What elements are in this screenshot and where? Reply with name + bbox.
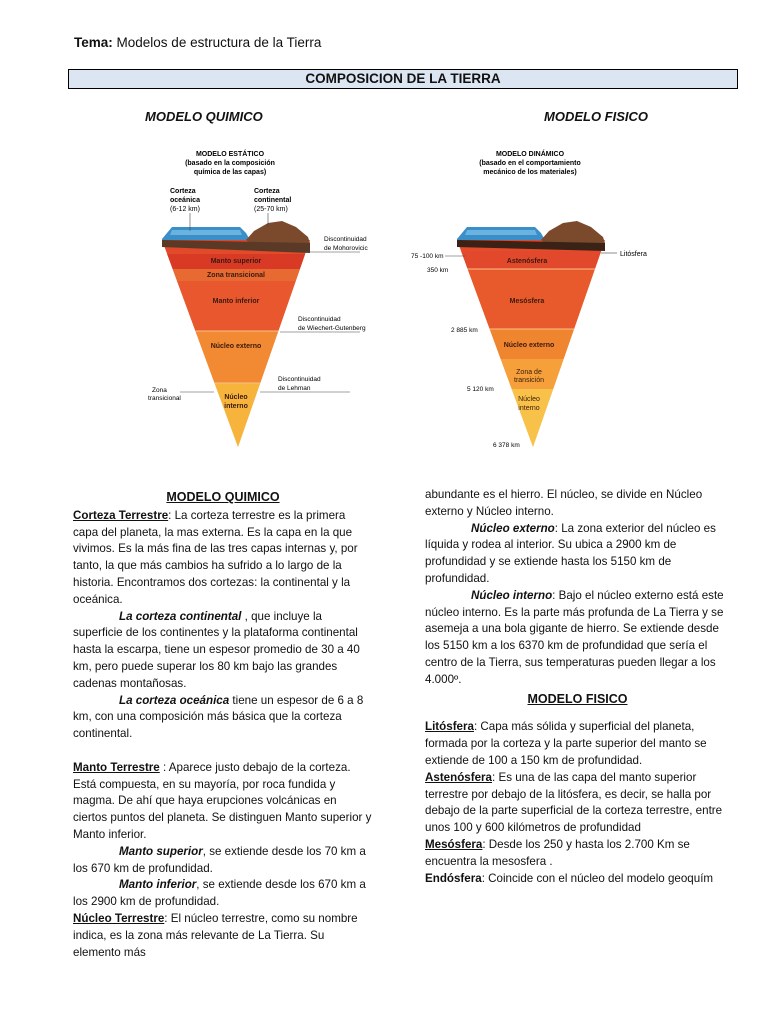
phys-zona2: transición	[514, 377, 544, 384]
paragraph-manto-inferior: Manto inferior, se extiende desde los 670 km a los 2900 km de profundidad.	[73, 878, 366, 909]
term-manto-superior: Manto superior	[119, 844, 203, 858]
phys-d3: 2 885 km	[451, 327, 478, 334]
paragraph-manto: Manto Terrestre : Aparece justo debajo de la corteza. Está compuesta, en su mayoría, por roca fundida y magma. De ahí que haya erupciones volcánicas en ciertos puntos del planeta. Se distinguen Manto superior y Manto inferior.	[73, 760, 372, 841]
chem-nucleo-int1: Núcleo	[224, 394, 248, 401]
term-manto-inferior: Manto inferior	[119, 878, 197, 892]
chem-title1: MODELO ESTÁTICO	[195, 151, 265, 158]
term-astenosfera: Astenósfera	[425, 770, 493, 784]
term-nucleo-externo: Núcleo externo	[471, 521, 555, 535]
term-nucleo: Núcleo Terrestre	[73, 911, 165, 925]
chem-wg2: de Wiechert-Gutenberg	[298, 325, 366, 332]
phys-title3: mecánico de los materiales)	[483, 169, 577, 176]
term-litosfera: Litósfera	[425, 720, 474, 734]
phys-section-heading: MODELO FISICO	[527, 691, 628, 706]
paragraph-nucleo-interno: Núcleo interno: Bajo el núcleo externo está este núcleo interno. Es la parte más profunda de La Tierra y se asemeja a una bola gigante de hierro. Se extiende desde los 5150 km a los 6370 km de profundidad que sería el centro de la Tierra, sus temperaturas pueden llegar a los 4.000º.	[425, 588, 724, 686]
chem-zona-trans: Zona transicional	[207, 272, 265, 279]
chem-model-title: MODELO QUIMICO	[145, 109, 263, 124]
paragraph-astenosfera: Astenósfera: Es una de las capa del manto superior terrestre por debajo de la litósfera, es decir, se halla por debajo de la parte superficial de la corteza terrestre, entre unos 100 y 600 kilómetros de profundidad	[425, 770, 723, 835]
phys-title2: (basado en el comportamiento	[479, 160, 581, 167]
chem-title2: (basado en la composición	[185, 160, 275, 167]
chem-moho1: Discontinuidad	[324, 236, 367, 243]
chem-zona2: transicional	[148, 395, 181, 402]
chem-continental3: (25-70 km)	[254, 206, 288, 213]
phys-nucleo-int1: Núcleo	[518, 396, 540, 403]
chem-wg1: Discontinuidad	[298, 316, 341, 323]
paragraph-oceanica: La corteza oceánica tiene un espesor de 6 a 8 km, con una composición más básica que la corteza continental.	[73, 693, 364, 741]
chem-manto-inf: Manto inferior	[212, 298, 260, 305]
left-column	[73, 489, 373, 961]
paragraph-manto-superior: Manto superior, se extiende desde los 70 km a los 670 km de profundidad.	[73, 844, 366, 875]
term-endosfera: Endósfera	[425, 871, 482, 885]
term-oceanica: La corteza oceánica	[119, 693, 230, 707]
term-nucleo-interno: Núcleo interno	[471, 588, 553, 602]
phys-d5: 6 378 km	[493, 442, 520, 449]
phys-mesosfera: Mesósfera	[509, 298, 545, 305]
phys-litosfera: Litósfera	[620, 251, 647, 258]
phys-d2: 350 km	[427, 267, 449, 274]
phys-model-diagram	[405, 135, 665, 455]
paragraph-mesosfera: Mesósfera: Desde los 250 y hasta los 2.700 Km se encuentra la mesosfera .	[425, 837, 690, 868]
chem-model-diagram	[148, 135, 368, 455]
main-title: COMPOSICION DE LA TIERRA	[68, 69, 738, 89]
paragraph-continental: La corteza continental , que incluye la superficie de los continentes y la plataforma continental hasta la escarpa, tiene un espesor promedio de 30 a 40 km, pero puede superar los 80 km bajo las grandes cadenas montañosas.	[73, 609, 360, 690]
paragraph-nucleo: Núcleo Terrestre: El núcleo terrestre, como su nombre indica, es la zona más relevante de La Tierra. Su elemento más	[73, 911, 358, 959]
phys-astenosfera: Astenósfera	[506, 258, 548, 265]
term-continental: La corteza continental	[119, 609, 242, 623]
phys-nucleo-ext: Núcleo externo	[503, 342, 555, 349]
chem-oceanic2: oceánica	[170, 197, 200, 204]
chem-nucleo-int2: interno	[224, 403, 248, 410]
chem-title3: química de las capas)	[193, 169, 267, 176]
chem-continental1: Corteza	[254, 188, 280, 195]
paragraph-nucleo-cont: abundante es el hierro. El núcleo, se divide en Núcleo externo y Núcleo interno.	[425, 488, 703, 518]
chem-oceanic1: Corteza	[170, 188, 196, 195]
topic-text: Modelos de estructura de la Tierra	[116, 35, 322, 50]
paragraph-corteza: Corteza Terrestre: La corteza terrestre es la primera capa del planeta, la mas externa. Es la capa en la que vivimos. Es la más fina de las tres capas internas y, por tanto, la que más cambios ha sufrido a lo largo de la historia. Encontramos dos cortezas: la continental y la oceánica.	[73, 508, 358, 606]
phys-nucleo-int2: interno	[518, 405, 540, 412]
phys-model-title: MODELO FISICO	[544, 109, 648, 124]
chem-section-heading: MODELO QUIMICO	[166, 490, 280, 504]
term-manto: Manto Terrestre	[73, 760, 160, 774]
phys-d4: 5 120 km	[467, 386, 494, 393]
chem-leh2: de Lehman	[278, 385, 311, 392]
right-column	[425, 487, 730, 887]
chem-nucleo-ext: Núcleo externo	[210, 343, 262, 350]
phys-title1: MODELO DINÁMICO	[495, 151, 565, 158]
chem-moho2: de Mohorovicic	[324, 245, 368, 252]
topic-line	[74, 35, 321, 50]
chem-manto-sup: Manto superior	[210, 258, 262, 265]
paragraph-nucleo-externo: Núcleo externo: La zona exterior del núcleo es líquida y rodea al interior. Su ubica a 2900 km de profundidad y se extiende hasta los 5150 km de profundidad.	[425, 521, 716, 585]
chem-continental2: continental	[254, 197, 292, 204]
chem-oceanic3: (6-12 km)	[170, 206, 200, 213]
paragraph-endosfera: Endósfera: Coincide con el núcleo del modelo geoquím	[425, 871, 714, 885]
topic-label: Tema:	[74, 35, 113, 50]
chem-zona1: Zona	[152, 387, 167, 394]
term-mesosfera: Mesósfera	[425, 837, 483, 851]
term-corteza: Corteza Terrestre	[73, 508, 169, 522]
paragraph-litosfera: Litósfera: Capa más sólida y superficial del planeta, formada por la corteza y la parte superior del manto se extiende de 100 a 150 km de profundidad.	[425, 720, 707, 767]
phys-d1: 75 -100 km	[411, 253, 444, 260]
phys-zona1: Zona de	[516, 369, 542, 376]
chem-leh1: Discontinuidad	[278, 376, 321, 383]
